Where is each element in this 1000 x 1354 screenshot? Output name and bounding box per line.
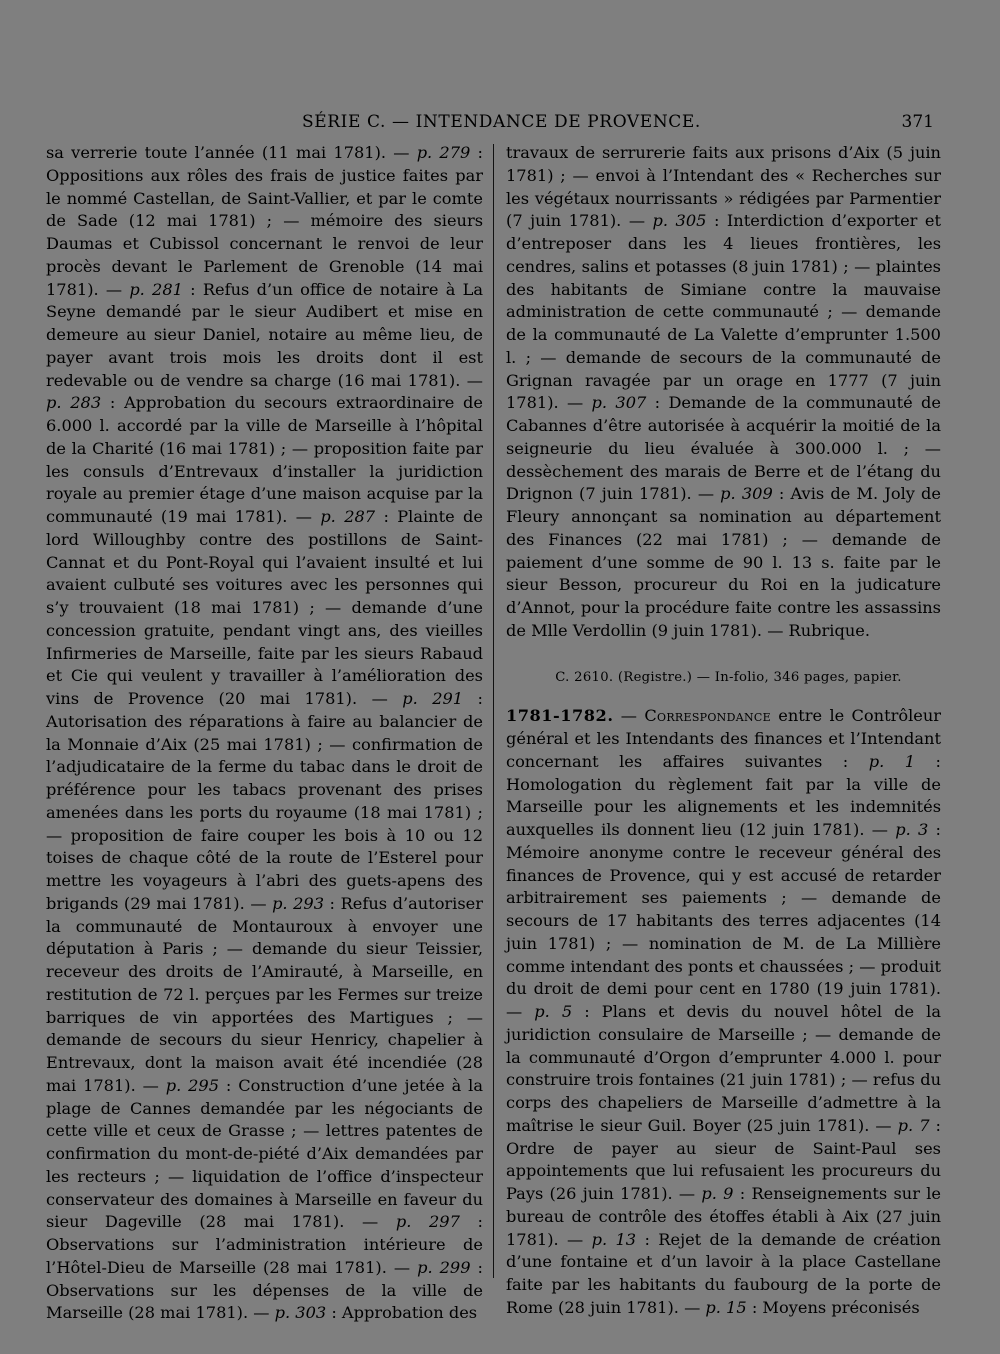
- text-segment: : Observations sur les dépenses de la ville de Marseille (28 mai 1781). —: [46, 1257, 483, 1323]
- page-header: [40, 112, 940, 138]
- text-segment: : Renseignements sur le bureau de contrôle des étoffes établi à Aix (27 juin 1781). —: [506, 1184, 941, 1249]
- page-reference: p. 287: [320, 507, 376, 526]
- text-segment: entre le Contrôleur général et les Intendants des finances et l’Intendant concernant les affaires suivantes :: [506, 706, 941, 771]
- text-segment: : Approbation du secours extraordinaire de 6.000 l. accordé par la ville de Marseille à l’hôpital de la Charité (16 mai 1781) ; — proposition faite par les consuls d’Entrevaux d’installer la juridiction royale au premier étage d’une maison acquise par la communauté (19 mai 1781). —: [46, 393, 483, 526]
- page-reference: p. 7: [897, 1115, 930, 1135]
- entry-keyword: Correspondance: [644, 706, 771, 726]
- page-reference: p. 307: [591, 393, 647, 413]
- page-reference: p. 5: [534, 1002, 573, 1021]
- text-segment: : Oppositions aux rôles des frais de justice faites par le nommé Castellan, de Saint-Vallier, et par le comte de Sade (12 mai 1781) ; — mémoire des sieurs Daumas et Cubissol concernant le renvoi de leur procès devant le Parlement de Grenoble (14 mai 1781). —: [46, 143, 484, 299]
- right-column-paragraph-2: 1781-1782. — Correspondance entre le Contrôleur général et les Intendants des finances et l’Intendant concernant les affaires suivantes : p. 1 : Homologation du règlement fait par la ville de Marseille pour les alignements et les indemnités auxquelles ils donnent lieu (12 juin 1781). — p. 3 : Mémoire anonyme contre le receveur général des finances de Provence, qui y est accusé de retarder arbitrairement ses paiements ; — demande de secours de 17 habitants des terres adjacentes (14 juin 1781) ; — nomination de M. de La Millière comme intendant des ponts et chaussées ; — produit du droit de demi pour cent en 1780 (19 juin 1781). — p. 5 : Plans et devis du nouvel hôtel de la juridiction consulaire de Marseille ; — demande de la communauté d’Orgon d’emprunter 4.000 l. pour construire trois fontaines (21 juin 1781) ; — refus du corps des chapeliers de Marseille d’admettre à la maîtrise le sieur Guil. Boyer (25 juin 1781). — p. 7 : Ordre de payer au sieur de Saint-Paul ses appointements que lui refusaient les procureurs du Pays (26 juin 1781). — p. 9 : Renseignements sur le bureau de contrôle des étoffes établi à Aix (27 juin 1781). — p. 13 : Rejet de la demande de création d’une fontaine et d’un lavoir à la place Castellane faite par les habitants du faubourg de la porte de Rome (28 juin 1781). — p. 15 : Moyens préconisés: [506, 706, 941, 1317]
- page-reference: p. 297: [395, 1212, 460, 1232]
- left-column: [46, 142, 483, 1325]
- text-segment: : Mémoire anonyme contre le receveur général des finances de Provence, qui y est accusé de retarder arbitrairement ses paiements ; — demande de secours de 17 habitants des terres adjacentes (14 juin 1781) ; — nomination de M. de La Millière comme intendant des ponts et chaussées ; — produit du droit de demi pour cent en 1780 (19 juin 1781). —: [506, 820, 941, 1021]
- text-segment: : Moyens préconisés: [746, 1297, 920, 1317]
- text-segment: : Approbation des: [326, 1303, 478, 1323]
- entry-body: [506, 706, 941, 1317]
- right-column: [506, 142, 941, 1320]
- page-reference: p. 295: [165, 1075, 220, 1095]
- page-reference: p. 1: [868, 751, 916, 771]
- page-reference: p. 303: [274, 1303, 327, 1323]
- page-reference: p. 291: [402, 689, 464, 708]
- text-segment: travaux de serrurerie faits aux prisons d’Aix (5 juin 1781) ; — envoi à l’Intendant des « Recherches sur les végétaux nourrissants » rédigées par Parmentier (7 juin 1781). —: [506, 143, 941, 231]
- text-segment: : Construction d’une jetée à la plage de Cannes demandée par les négociants de cette ville et ceux de Grasse ; — lettres patentes de confirmation du mont-de-piété d’Aix demandées par les recteurs ; — liquidation de l’office d’inspecteur conservateur des domaines à Marseille en faveur du sieur Dageville (28 mai 1781). —: [46, 1075, 483, 1232]
- page-reference: p. 293: [272, 893, 325, 913]
- page-reference: p. 9: [701, 1184, 734, 1203]
- page-number: 371: [901, 112, 934, 132]
- page-reference: p. 309: [720, 484, 773, 504]
- page-reference: p. 281: [129, 279, 183, 299]
- text-segment: : Autorisation des réparations à faire au balancier de la Monnaie d’Aix (25 mai 1781) ; — confirmation de l’adjudicataire de la ferme du tabac dans le droit de préférence pour les tabacs provenant des prises amenées dans les ports du royaume (18 mai 1781) ; — proposition de faire couper les bois à 10 ou 12 toises de chaque côté de la route de l’Esterel pour mettre les voyageurs à l’abri des guets-apens des brigands (29 mai 1781). —: [46, 689, 483, 913]
- page-reference: p. 3: [895, 820, 929, 839]
- text-segment: : Observations sur l’administration intérieure de l’Hôtel-Dieu de Marseille (28 mai 1781). —: [46, 1212, 483, 1277]
- text-segment: : Plans et devis du nouvel hôtel de la juridiction consulaire de Marseille ; — demande de la communauté d’Orgon d’emprunter 4.000 l. pour construire trois fontaines (21 juin 1781) ; — refus du corps des chapeliers de Marseille d’admettre à la maîtrise le sieur Guil. Boyer (25 juin 1781). —: [506, 1002, 941, 1135]
- page-reference: p. 279: [416, 143, 471, 162]
- right-column-paragraph-1: [506, 142, 941, 643]
- running-title: SÉRIE C. — INTENDANCE DE PROVENCE.: [302, 112, 701, 132]
- source-line: C. 2610. (Registre.) — In-folio, 346 pages, papier.: [555, 669, 902, 685]
- text-segment: : Homologation du règlement fait par la ville de Marseille pour les alignements et les indemnités auxquelles ils donnent lieu (12 juin 1781). —: [506, 751, 941, 839]
- column-divider: [493, 144, 494, 1278]
- text-segment: : Refus d’autoriser la communauté de Montauroux à envoyer une députation à Paris ; — demande du sieur Teissier, receveur des droits de l’Amirauté, à Marseille, en restitution de 72 l. perçues par les Fermes sur treize barriques de vin apportées des Martigues ; — demande de secours du sieur Henricy, chapelier à Entrevaux, dont la maison avait été incendiée (28 mai 1781). —: [46, 893, 483, 1095]
- text-segment: : Avis de M. Joly de Fleury annonçant sa nomination au département des Finances (22 mai 1781) ; — demande de paiement d’une somme de 90 l. 13 s. faite par le sieur Besson, procureur du Roi en la judicature d’Annot, pour la procédure faite contre les assassins de Mlle Verdollin (9 juin 1781). — Rubrique.: [506, 484, 941, 640]
- text-segment: : Plainte de lord Willoughby contre des postillons de Saint-Cannat et du Pont-Royal qui l’avaient insulté et lui avaient culbuté ses voitures avec les personnes qui s’y trouvaient (18 mai 1781) ; — demande d’une concession gratuite, pendant vingt ans, des vieilles Infirmeries de Marseille, faite par les sieurs Rabaud et Cie qui veulent y travailler à l’amélioration des vins de Provence (20 mai 1781). —: [46, 507, 483, 708]
- text-segment: : Refus d’un office de notaire à La Seyne demandé par le sieur Audibert et mise en demeure au sieur Daniel, notaire au même lieu, de payer avant trois mois les droits dont il est redevable ou de vendre sa charge (16 mai 1781). —: [46, 279, 483, 390]
- text-segment: : Interdiction d’exporter et d’entreposer dans les 4 lieues frontières, les cendres, salins et potasses (8 juin 1781) ; — plaintes des habitants de Simiane contre la mauvaise administration de cette communauté ; — demande de la communauté de La Valette d’emprunter 1.500 l. ; — demande de secours de la communauté de Grignan ravagée par un orage en 1777 (7 juin 1781). —: [506, 211, 941, 413]
- page-reference: p. 305: [652, 211, 707, 231]
- text-segment: sa verrerie toute l’année (11 mai 1781). —: [46, 143, 417, 162]
- page-reference: p. 15: [705, 1297, 747, 1317]
- entry-date: 1781-1782.: [506, 706, 614, 726]
- left-column-paragraph: [46, 142, 483, 1325]
- text-segment: : Rejet de la demande de création d’une fontaine et d’un lavoir à la place Castellane faite par les habitants du faubourg de la porte de Rome (28 juin 1781). —: [506, 1229, 941, 1317]
- page-reference: p. 13: [591, 1229, 637, 1249]
- page-reference: p. 299: [417, 1257, 471, 1277]
- text-segment: : Demande de la communauté de Cabannes d’être autorisée à acquérir la moitié de la seigneurie du lieu évaluée à 300.000 l. ; — dessèchement des marais de Berre et de l’étang du Drignon (7 juin 1781). —: [506, 393, 941, 504]
- page-reference: p. 283: [46, 393, 102, 413]
- text-segment: : Ordre de payer au sieur de Saint-Paul ses appointements que lui refusaient les procureurs du Pays (26 juin 1781). —: [506, 1115, 941, 1203]
